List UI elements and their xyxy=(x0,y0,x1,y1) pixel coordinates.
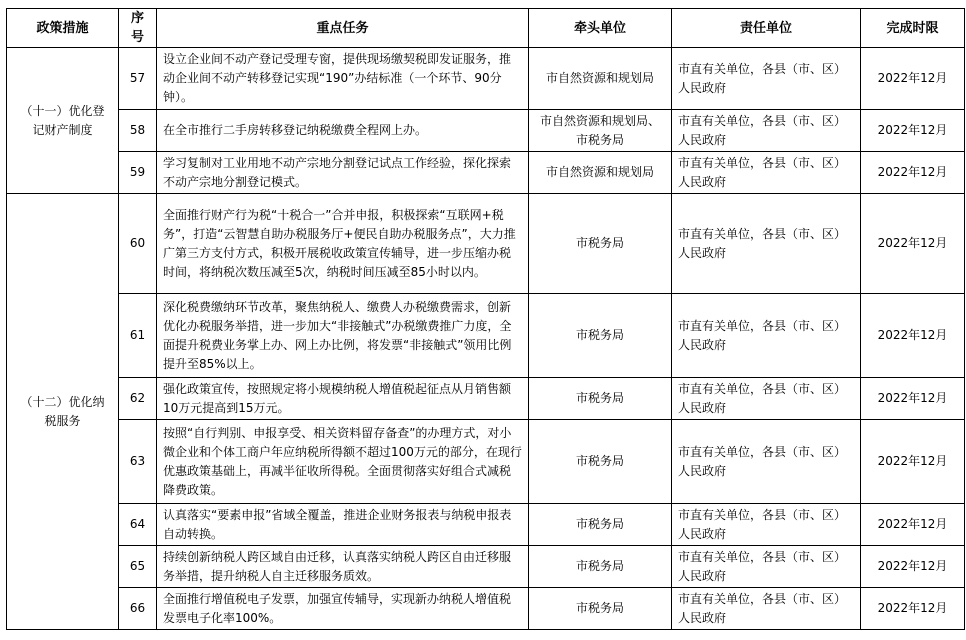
task-cell: 在全市推行二手房转移登记纳税缴费全程网上办。 xyxy=(157,110,529,152)
header-resp: 责任单位 xyxy=(672,9,861,48)
deadline-cell: 2022年12月 xyxy=(861,588,965,630)
category-cell: （十一）优化登记财产制度 xyxy=(7,48,119,194)
header-deadline: 完成时限 xyxy=(861,9,965,48)
resp-cell: 市直有关单位，各县（市、区）人民政府 xyxy=(672,588,861,630)
resp-cell: 市直有关单位，各县（市、区）人民政府 xyxy=(672,194,861,294)
seq-cell: 65 xyxy=(119,546,157,588)
lead-cell: 市自然资源和规划局 xyxy=(529,48,672,110)
deadline-cell: 2022年12月 xyxy=(861,194,965,294)
task-cell: 设立企业间不动产登记受理专窗，提供现场缴契税即发证服务，推动企业间不动产转移登记实现“190”办结标准（一个环节、90分钟）。 xyxy=(157,48,529,110)
seq-cell: 60 xyxy=(119,194,157,294)
resp-cell: 市直有关单位，各县（市、区）人民政府 xyxy=(672,504,861,546)
lead-cell: 市税务局 xyxy=(529,378,672,420)
table-row xyxy=(7,152,965,194)
resp-cell: 市直有关单位，各县（市、区）人民政府 xyxy=(672,546,861,588)
table-row xyxy=(7,194,965,294)
lead-cell: 市税务局 xyxy=(529,194,672,294)
header-seq: 序号 xyxy=(119,9,157,48)
seq-cell: 61 xyxy=(119,294,157,378)
task-cell: 学习复制对工业用地不动产宗地分割登记试点工作经验，探化探索不动产宗地分割登记模式。 xyxy=(157,152,529,194)
resp-cell: 市直有关单位，各县（市、区）人民政府 xyxy=(672,110,861,152)
task-cell: 按照“自行判别、申报享受、相关资料留存备查”的办理方式，对小微企业和个体工商户年应纳税所得额不超过100万元的部分，在现行优惠政策基础上，再减半征收所得税。全面贯彻落实好组合式减税降费政策。 xyxy=(157,420,529,504)
lead-cell: 市自然资源和规划局、市税务局 xyxy=(529,110,672,152)
header-row xyxy=(7,9,965,48)
lead-cell: 市税务局 xyxy=(529,294,672,378)
deadline-cell: 2022年12月 xyxy=(861,420,965,504)
table-row xyxy=(7,420,965,504)
policy-task-table xyxy=(6,8,965,630)
task-cell: 全面推行增值税电子发票，加强宣传辅导，实现新办纳税人增值税发票电子化率100%。 xyxy=(157,588,529,630)
resp-cell: 市直有关单位，各县（市、区）人民政府 xyxy=(672,294,861,378)
resp-cell: 市直有关单位，各县（市、区）人民政府 xyxy=(672,152,861,194)
resp-cell: 市直有关单位，各县（市、区）人民政府 xyxy=(672,420,861,504)
deadline-cell: 2022年12月 xyxy=(861,546,965,588)
seq-cell: 63 xyxy=(119,420,157,504)
deadline-cell: 2022年12月 xyxy=(861,152,965,194)
task-cell: 深化税费缴纳环节改革，聚焦纳税人、缴费人办税缴费需求，创新优化办税服务举措，进一步加大“非接触式”办税缴费推广力度，全面提升税费业务掌上办、网上办比例，将发票“非接触式”领用比例提升至85%以上。 xyxy=(157,294,529,378)
table-row xyxy=(7,48,965,110)
seq-cell: 64 xyxy=(119,504,157,546)
deadline-cell: 2022年12月 xyxy=(861,48,965,110)
lead-cell: 市税务局 xyxy=(529,546,672,588)
header-category: 政策措施 xyxy=(7,9,119,48)
task-cell: 认真落实“要素申报”省域全覆盖，推进企业财务报表与纳税申报表自动转换。 xyxy=(157,504,529,546)
deadline-cell: 2022年12月 xyxy=(861,378,965,420)
task-cell: 强化政策宣传，按照规定将小规模纳税人增值税起征点从月销售额10万元提高到15万元。 xyxy=(157,378,529,420)
table-row xyxy=(7,110,965,152)
seq-cell: 66 xyxy=(119,588,157,630)
seq-cell: 59 xyxy=(119,152,157,194)
deadline-cell: 2022年12月 xyxy=(861,110,965,152)
seq-cell: 57 xyxy=(119,48,157,110)
header-task: 重点任务 xyxy=(157,9,529,48)
seq-cell: 62 xyxy=(119,378,157,420)
table-row xyxy=(7,546,965,588)
table-row xyxy=(7,294,965,378)
seq-cell: 58 xyxy=(119,110,157,152)
resp-cell: 市直有关单位，各县（市、区）人民政府 xyxy=(672,378,861,420)
table-row xyxy=(7,504,965,546)
deadline-cell: 2022年12月 xyxy=(861,294,965,378)
lead-cell: 市税务局 xyxy=(529,420,672,504)
category-cell: （十二）优化纳税服务 xyxy=(7,194,119,630)
lead-cell: 市税务局 xyxy=(529,504,672,546)
lead-cell: 市税务局 xyxy=(529,588,672,630)
table-row xyxy=(7,378,965,420)
deadline-cell: 2022年12月 xyxy=(861,504,965,546)
task-cell: 全面推行财产行为税“十税合一”合并申报，积极探索“互联网+税务”，打造“云智慧自助办税服务厅+便民自助办税服务点”，大力推广第三方支付方式，积极开展税收政策宣传辅导，进一步压缩办税时间，将纳税次数压减至5次，纳税时间压减至85小时以内。 xyxy=(157,194,529,294)
table-row xyxy=(7,588,965,630)
lead-cell: 市自然资源和规划局 xyxy=(529,152,672,194)
header-lead: 牵头单位 xyxy=(529,9,672,48)
resp-cell: 市直有关单位，各县（市、区）人民政府 xyxy=(672,48,861,110)
task-cell: 持续创新纳税人跨区域自由迁移，认真落实纳税人跨区自由迁移服务举措，提升纳税人自主迁移服务质效。 xyxy=(157,546,529,588)
